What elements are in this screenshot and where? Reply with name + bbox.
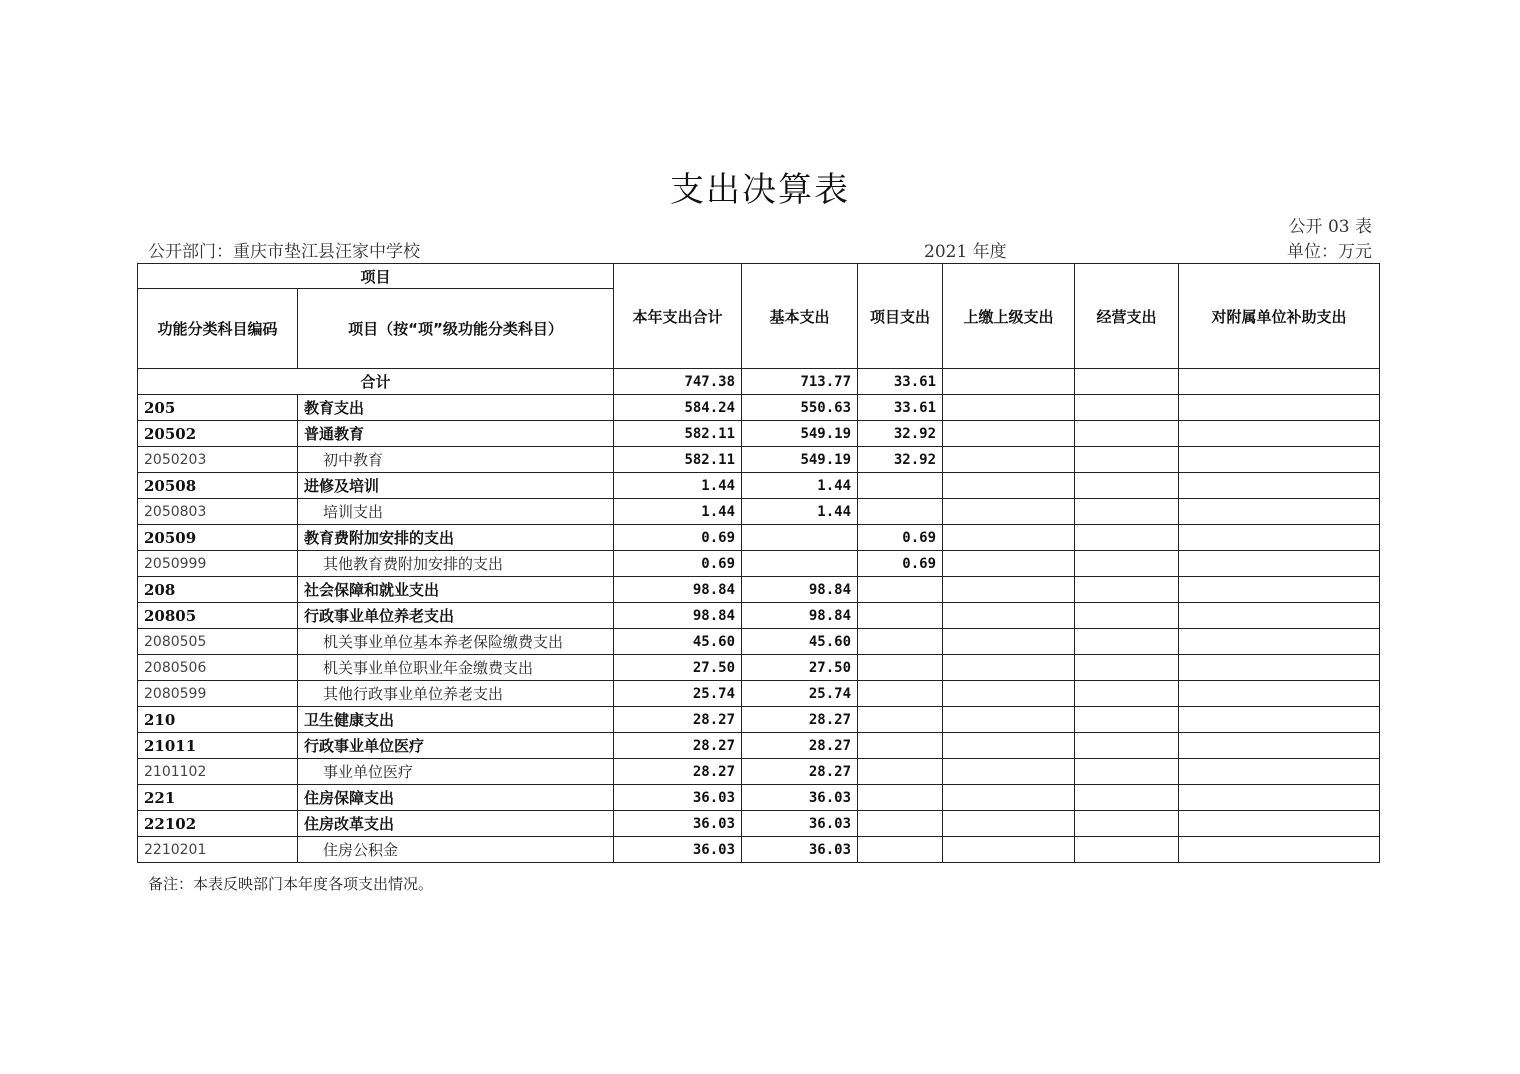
- cell-project: [858, 655, 943, 681]
- cell-code: 205: [138, 395, 298, 421]
- cell-upper: [943, 629, 1075, 655]
- total-row: [138, 369, 1380, 395]
- cell-total: 584.24: [614, 395, 742, 421]
- cell-project: [858, 733, 943, 759]
- cell-basic: 549.19: [742, 447, 858, 473]
- cell-basic: 27.50: [742, 655, 858, 681]
- cell-code: 20508: [138, 473, 298, 499]
- cell-upper: [943, 577, 1075, 603]
- total-label: 合计: [138, 369, 614, 395]
- cell-upper: [943, 811, 1075, 837]
- expenditure-table: [137, 263, 1380, 863]
- total-cell-subsidy: [1179, 369, 1380, 395]
- cell-basic: 98.84: [742, 577, 858, 603]
- cell-name: 初中教育: [298, 447, 614, 473]
- cell-project: [858, 603, 943, 629]
- header-name: 项目（按“项”级功能分类科目）: [298, 289, 614, 369]
- cell-name: 行政事业单位养老支出: [298, 603, 614, 629]
- cell-total: 25.74: [614, 681, 742, 707]
- cell-business: [1075, 499, 1179, 525]
- cell-project: [858, 577, 943, 603]
- header-code: 功能分类科目编码: [138, 289, 298, 369]
- cell-name: 进修及培训: [298, 473, 614, 499]
- cell-total: 28.27: [614, 707, 742, 733]
- cell-subsidy: [1179, 681, 1380, 707]
- header-business: 经营支出: [1075, 264, 1179, 369]
- cell-business: [1075, 603, 1179, 629]
- cell-basic: [742, 551, 858, 577]
- header-project: 项目支出: [858, 264, 943, 369]
- cell-business: [1075, 473, 1179, 499]
- cell-upper: [943, 707, 1075, 733]
- table-row: [138, 837, 1380, 863]
- table-row: [138, 707, 1380, 733]
- cell-code: 208: [138, 577, 298, 603]
- cell-subsidy: [1179, 473, 1380, 499]
- table-row: [138, 811, 1380, 837]
- cell-business: [1075, 707, 1179, 733]
- table-row: [138, 525, 1380, 551]
- cell-name: 住房改革支出: [298, 811, 614, 837]
- cell-name: 其他行政事业单位养老支出: [298, 681, 614, 707]
- header-upper: 上缴上级支出: [943, 264, 1075, 369]
- cell-basic: 98.84: [742, 603, 858, 629]
- cell-business: [1075, 421, 1179, 447]
- cell-subsidy: [1179, 629, 1380, 655]
- cell-basic: 36.03: [742, 811, 858, 837]
- cell-business: [1075, 577, 1179, 603]
- cell-basic: 28.27: [742, 733, 858, 759]
- cell-project: [858, 473, 943, 499]
- cell-project: [858, 837, 943, 863]
- cell-business: [1075, 837, 1179, 863]
- cell-subsidy: [1179, 447, 1380, 473]
- cell-business: [1075, 759, 1179, 785]
- header-total: 本年支出合计: [614, 264, 742, 369]
- cell-code: 2080505: [138, 629, 298, 655]
- cell-upper: [943, 525, 1075, 551]
- cell-code: 2080599: [138, 681, 298, 707]
- table-row: [138, 785, 1380, 811]
- cell-total: 36.03: [614, 785, 742, 811]
- cell-name: 住房保障支出: [298, 785, 614, 811]
- cell-total: 582.11: [614, 447, 742, 473]
- cell-code: 221: [138, 785, 298, 811]
- cell-name: 教育支出: [298, 395, 614, 421]
- cell-upper: [943, 733, 1075, 759]
- cell-subsidy: [1179, 655, 1380, 681]
- cell-project: 32.92: [858, 447, 943, 473]
- cell-upper: [943, 499, 1075, 525]
- cell-business: [1075, 395, 1179, 421]
- department-label: 公开部门：重庆市垫江县汪家中学校: [148, 242, 420, 262]
- cell-project: [858, 629, 943, 655]
- cell-subsidy: [1179, 421, 1380, 447]
- total-cell-project: 33.61: [858, 369, 943, 395]
- cell-business: [1075, 811, 1179, 837]
- cell-business: [1075, 733, 1179, 759]
- cell-business: [1075, 525, 1179, 551]
- cell-code: 22102: [138, 811, 298, 837]
- cell-project: 33.61: [858, 395, 943, 421]
- table-row: [138, 395, 1380, 421]
- footnote: 备注：本表反映部门本年度各项支出情况。: [148, 875, 434, 893]
- cell-total: 98.84: [614, 603, 742, 629]
- cell-upper: [943, 447, 1075, 473]
- cell-total: 27.50: [614, 655, 742, 681]
- total-cell-business: [1075, 369, 1179, 395]
- cell-total: 28.27: [614, 759, 742, 785]
- cell-project: [858, 681, 943, 707]
- header-subsidy: 对附属单位补助支出: [1179, 264, 1380, 369]
- cell-name: 普通教育: [298, 421, 614, 447]
- total-cell-basic: 713.77: [742, 369, 858, 395]
- cell-business: [1075, 551, 1179, 577]
- cell-total: 1.44: [614, 499, 742, 525]
- cell-business: [1075, 785, 1179, 811]
- total-cell-total: 747.38: [614, 369, 742, 395]
- cell-name: 住房公积金: [298, 837, 614, 863]
- cell-subsidy: [1179, 577, 1380, 603]
- cell-code: 2210201: [138, 837, 298, 863]
- cell-name: 培训支出: [298, 499, 614, 525]
- cell-upper: [943, 421, 1075, 447]
- cell-upper: [943, 681, 1075, 707]
- cell-total: 45.60: [614, 629, 742, 655]
- cell-code: 2080506: [138, 655, 298, 681]
- cell-total: 0.69: [614, 525, 742, 551]
- table-row: [138, 681, 1380, 707]
- cell-subsidy: [1179, 603, 1380, 629]
- form-number: 公开 03 表: [1288, 217, 1372, 237]
- cell-upper: [943, 551, 1075, 577]
- cell-name: 事业单位医疗: [298, 759, 614, 785]
- cell-name: 社会保障和就业支出: [298, 577, 614, 603]
- cell-project: [858, 499, 943, 525]
- cell-subsidy: [1179, 395, 1380, 421]
- cell-project: [858, 811, 943, 837]
- cell-total: 28.27: [614, 733, 742, 759]
- cell-basic: 28.27: [742, 759, 858, 785]
- cell-total: 36.03: [614, 811, 742, 837]
- cell-total: 98.84: [614, 577, 742, 603]
- fiscal-year: 2021 年度: [924, 242, 1007, 262]
- cell-total: 582.11: [614, 421, 742, 447]
- cell-basic: 1.44: [742, 473, 858, 499]
- cell-code: 2050999: [138, 551, 298, 577]
- cell-basic: 36.03: [742, 785, 858, 811]
- cell-code: 20502: [138, 421, 298, 447]
- cell-code: 20509: [138, 525, 298, 551]
- header-project-group: 项目: [138, 264, 614, 289]
- unit-label: 单位：万元: [1287, 242, 1372, 262]
- cell-basic: 549.19: [742, 421, 858, 447]
- table-row: [138, 421, 1380, 447]
- cell-business: [1075, 655, 1179, 681]
- cell-upper: [943, 395, 1075, 421]
- cell-subsidy: [1179, 759, 1380, 785]
- cell-basic: 28.27: [742, 707, 858, 733]
- cell-total: 1.44: [614, 473, 742, 499]
- header-basic: 基本支出: [742, 264, 858, 369]
- cell-code: 20805: [138, 603, 298, 629]
- cell-business: [1075, 681, 1179, 707]
- table-row: [138, 447, 1380, 473]
- cell-name: 教育费附加安排的支出: [298, 525, 614, 551]
- cell-subsidy: [1179, 707, 1380, 733]
- cell-name: 机关事业单位职业年金缴费支出: [298, 655, 614, 681]
- cell-subsidy: [1179, 525, 1380, 551]
- cell-basic: [742, 525, 858, 551]
- cell-project: [858, 785, 943, 811]
- cell-basic: 45.60: [742, 629, 858, 655]
- cell-basic: 25.74: [742, 681, 858, 707]
- cell-code: 2050803: [138, 499, 298, 525]
- cell-business: [1075, 629, 1179, 655]
- cell-upper: [943, 473, 1075, 499]
- cell-project: 32.92: [858, 421, 943, 447]
- cell-name: 卫生健康支出: [298, 707, 614, 733]
- total-cell-upper: [943, 369, 1075, 395]
- cell-business: [1075, 447, 1179, 473]
- cell-subsidy: [1179, 499, 1380, 525]
- cell-subsidy: [1179, 837, 1380, 863]
- cell-subsidy: [1179, 733, 1380, 759]
- page-title: 支出决算表: [670, 170, 850, 210]
- cell-project: [858, 707, 943, 733]
- cell-name: 行政事业单位医疗: [298, 733, 614, 759]
- table-row: [138, 551, 1380, 577]
- cell-project: 0.69: [858, 525, 943, 551]
- table-row: [138, 733, 1380, 759]
- cell-total: 0.69: [614, 551, 742, 577]
- table-row: [138, 629, 1380, 655]
- cell-code: 210: [138, 707, 298, 733]
- table-row: [138, 655, 1380, 681]
- cell-upper: [943, 785, 1075, 811]
- cell-project: 0.69: [858, 551, 943, 577]
- table-row: [138, 473, 1380, 499]
- table-row: [138, 759, 1380, 785]
- cell-upper: [943, 655, 1075, 681]
- cell-basic: 1.44: [742, 499, 858, 525]
- cell-total: 36.03: [614, 837, 742, 863]
- cell-subsidy: [1179, 811, 1380, 837]
- cell-subsidy: [1179, 785, 1380, 811]
- table-row: [138, 603, 1380, 629]
- table-row: [138, 499, 1380, 525]
- table-row: [138, 577, 1380, 603]
- cell-code: 2050203: [138, 447, 298, 473]
- cell-upper: [943, 759, 1075, 785]
- cell-name: 其他教育费附加安排的支出: [298, 551, 614, 577]
- cell-upper: [943, 603, 1075, 629]
- cell-name: 机关事业单位基本养老保险缴费支出: [298, 629, 614, 655]
- cell-basic: 36.03: [742, 837, 858, 863]
- cell-upper: [943, 837, 1075, 863]
- cell-project: [858, 759, 943, 785]
- cell-basic: 550.63: [742, 395, 858, 421]
- cell-code: 2101102: [138, 759, 298, 785]
- cell-subsidy: [1179, 551, 1380, 577]
- cell-code: 21011: [138, 733, 298, 759]
